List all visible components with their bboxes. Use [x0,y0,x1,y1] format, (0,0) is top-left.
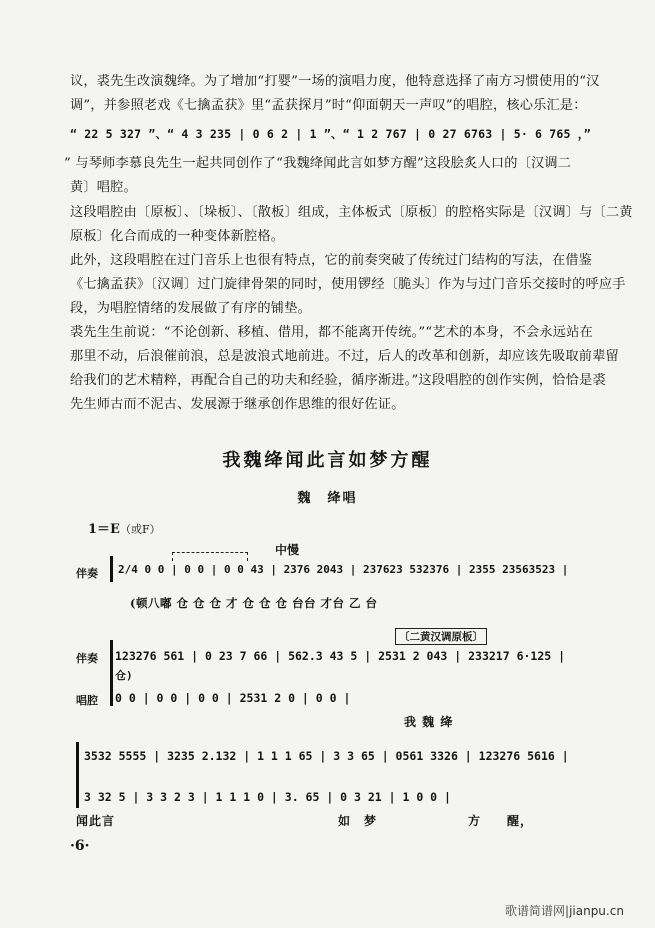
jianpu-inline-phrase: “ 22 5 327 ”、“ 4 3 235 | 0 6 2 | 1 ”、“ 1 2 767 | 0 27 6763 | 5· 6 765 ，” [70,127,591,141]
key-main: 1＝E [88,522,120,537]
accompaniment-label: 伴奏 [76,567,98,580]
percussion-syllables: (顿八嘟 仓 仓 仓 才 仓 仓 仓 台台 才台 乙 台 [130,596,378,610]
watermark: 歌谱简谱网|jianpu.cn [505,904,624,918]
paragraph-line: 议，裘先生改演魏绛。为了增加“打婴”一场的演唱力度，他特意选择了南方习惯使用的“汉 [70,74,600,89]
watermark-url: jianpu.cn [569,904,624,918]
system-bracket [110,640,113,706]
lyric-line: 闻此言 [76,814,116,828]
lyric-line: 如 梦 [338,814,378,828]
paragraph-line: 裘先生生前说：“不论创新、移植、借用，都不能离开传统。”“艺术的本身，不会永远站在 [70,325,593,340]
paragraph-line: 原板〕化合而成的一种变体新腔格。 [70,229,285,244]
singer-credit: 魏 绛唱 [297,491,358,506]
music-line-accompaniment: 123276 561 | 0 23 7 66 | 562.3 43 5 | 2531 2 043 | 233217 6·125 | [115,649,566,663]
page-number: ·6· [70,838,90,854]
music-line-accompaniment: 3532 5555 | 3235 2.132 | 1 1 1 65 | 3 3 65 | 0561 3326 | 123276 5616 | [84,749,569,763]
lyric-line: 我 魏 绛 [404,715,454,729]
system-bracket [76,742,79,808]
music-line-vocal: 0 0 | 0 0 | 0 0 | 2531 2 0 | 0 0 | [115,691,351,705]
paragraph-line: 先生师古而不泥古、发展源于继承创作思维的很好佐证。 [70,397,405,412]
section-tag: 〔二黄汉调原板〕 [395,628,487,645]
score-title: 我魏绛闻此言如梦方醒 [222,450,433,471]
music-line-vocal: 3 32 5 | 3 3 2 3 | 1 1 1 0 | 3. 65 | 0 3 21 | 1 0 0 | [84,790,451,804]
key-alternate: （或F） [119,523,161,536]
accompaniment-sub: 仓) [115,669,133,682]
repeat-box [172,552,248,561]
lyric-line: 方 醒， [468,814,534,828]
paragraph-line: 段，为唱腔情绪的发展做了有序的铺垫。 [70,301,311,316]
key-signature [88,518,161,537]
vocal-label: 唱腔 [76,694,98,707]
paragraph-line: 黄〕唱腔。 [70,180,137,195]
system-bracket [110,556,113,582]
watermark-site-name: 歌谱简谱网 [505,904,566,918]
accompaniment-label: 伴奏 [76,652,98,665]
paragraph-line: 这段唱腔由〔原板〕、〔垛板〕、〔散板〕组成，主体板式〔原板〕的腔格实际是〔汉调〕与〔二黄 [70,205,633,220]
paragraph-line: 调”，并参照老戏《七擒孟获》里“孟获探月”时“仰面朝天一声叹”的唱腔，核心乐汇是： [70,98,587,113]
paragraph-line: ” 与琴师李慕良先生一起共同创作了“我魏绛闻此言如梦方醒”这段脍炙人口的〔汉调二 [64,156,572,171]
music-line-intro: 2/4 0 0 | 0 0 | 0 0 43 | 2376 2043 | 237623 532376 | 2355 23563523 | [118,563,569,576]
paragraph-line: 《七擒孟获》〔汉调〕过门旋律骨架的同时，使用锣经〔脆头〕作为与过门音乐交接时的呼应手 [70,277,626,292]
tempo-marking: 中慢 [275,543,300,557]
paragraph-line: 此外，这段唱腔在过门音乐上也很有特点，它的前奏突破了传统过门结构的写法，在借鉴 [70,253,593,268]
paragraph-line: 给我们的艺术精粹，再配合自己的功夫和经验，循序渐进。”这段唱腔的创作实例，恰恰是裘 [70,373,606,388]
paragraph-line: 那里不动，后浪催前浪，总是波浪式地前进。不过，后人的改革和创新，却应该先吸取前辈留 [70,349,619,364]
